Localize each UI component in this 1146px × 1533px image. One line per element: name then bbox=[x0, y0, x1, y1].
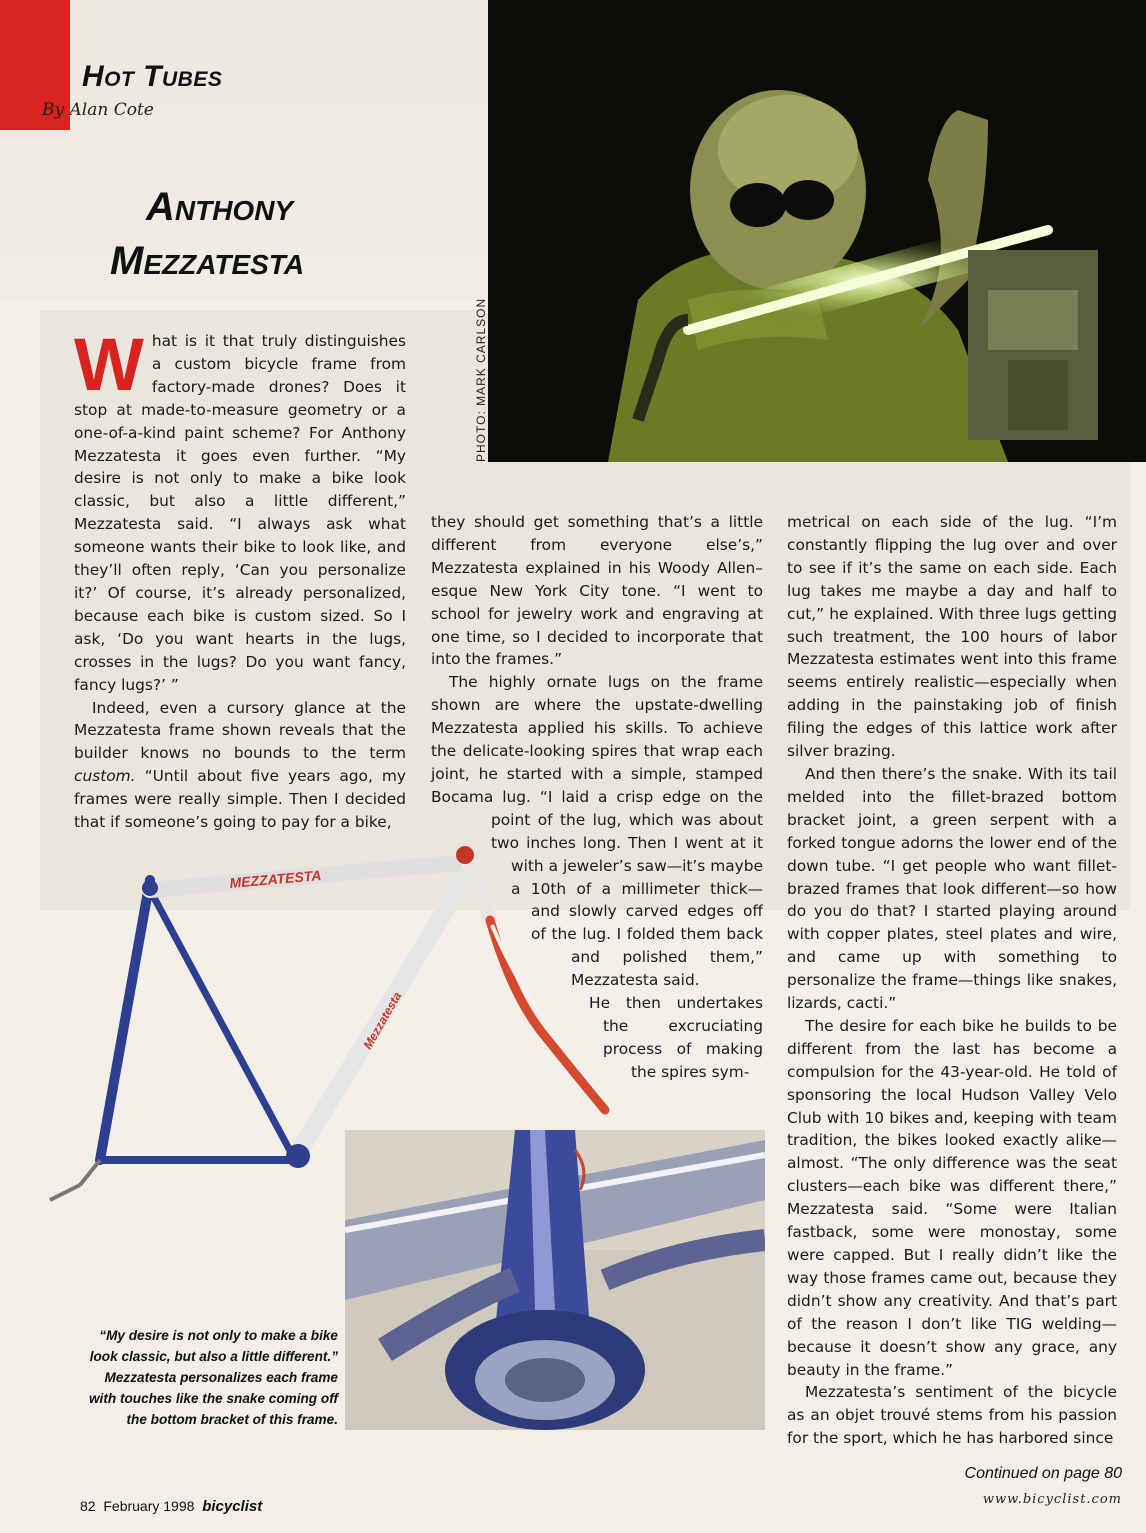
bottom-bracket bbox=[286, 1144, 310, 1168]
emphasis-custom: custom. bbox=[74, 767, 136, 786]
fork-highlight bbox=[492, 925, 545, 1020]
section-kicker: Hot Tubes bbox=[82, 60, 223, 93]
photo-caption: “My desire is not only to make a bike look classic, but also a little different.” Mezzatesta personalizes each frame with touches like the snake coming off the bottom bracket of this frame. bbox=[88, 1328, 338, 1427]
magazine-name: bicyclist bbox=[202, 1498, 263, 1515]
lead-paragraph bbox=[74, 323, 406, 697]
column-2-paragraph-3: He then undertakes the excruciating process of making the spires sym- bbox=[589, 994, 763, 1081]
head-lug bbox=[456, 846, 474, 864]
column-3-paragraph-1: metrical on each side of the lug. “I’m constantly flipping the lug over and over to see if it’s the same on each side. Each lug takes me maybe a day and half to cut,” he explained. With three lugs getting such treatment, the 100 hours of labor Mezzatesta estimates went into this frame seems entirely realistic—especially when adding in the painstaking job of finish filing the edges of this lattice work after silver brazing. bbox=[787, 513, 1117, 761]
column-1-paragraph-2 bbox=[74, 697, 406, 834]
column-2-paragraph-1: they should get something that’s a little different from everyone else’s,” Mezzatesta explained in his Woody Allen–esque New York City tone. “I went to school for jewelry work and engraving at one time, so I decided to incorporate that into the frames.” bbox=[431, 513, 763, 669]
bottom-bracket-detail-photo bbox=[345, 1130, 765, 1430]
seat-stay bbox=[150, 890, 295, 1160]
photo-credit: PHOTO: MARK CARLSON bbox=[474, 297, 488, 462]
down-tube-decal: Mezzatesta bbox=[360, 989, 405, 1052]
page-number: 82 bbox=[80, 1498, 96, 1514]
builder-photo-illustration bbox=[488, 0, 1146, 462]
article-column-3 bbox=[787, 511, 1117, 1450]
lead-paragraph-text: hat is it that truly distinguishes a custom bicycle frame from factory-made drones? Does it stop at made-to-measure geometry or a one-of-a-kind paint scheme? For Anthony Mezzatesta it goes even further. “My desire is not only to make a bike look classic, but also a little different,” Mezzatesta said. “I always ask what someone wants their bike to look like, and they’ll often reply, ‘Can you personalize it?’ Of course, it’s already personalized, because each bike is custom sized. So I ask, ‘Do you want hearts in the lugs, crosses in the lugs? Do you want fancy, fancy lugs?’ ” bbox=[74, 332, 406, 694]
website-url: www.bicyclist.com bbox=[982, 1492, 1122, 1507]
headline-line-2: Mezzatesta bbox=[110, 239, 305, 283]
column-3-paragraph-2: And then there’s the snake. With its tail melded into the fillet-brazed bottom bracket joint, a green serpent with a forked tongue adorns the lower end of the down tube. “I get people who want fillet-brazed frames that look different—so how do you do that? I started playing around with copper plates, steel plates and wire, and came up with something to personalize the frame—things like snakes, lizards, cacti.” bbox=[787, 764, 1117, 1013]
paragraph-text: Indeed, even a cursory glance at the Mezzatesta frame shown reveals that the builder knows no bounds to the term bbox=[74, 698, 406, 763]
column-3-paragraph-4: Mezzatesta’s sentiment of the bicycle as an objet trouvé stems from his passion for the sport, which he has harbored since bbox=[787, 1383, 1117, 1448]
builder-photo bbox=[488, 0, 1146, 462]
article-headline bbox=[110, 180, 440, 288]
continued-jump: Continued on page 80 bbox=[964, 1465, 1122, 1482]
headline-line-1: Anthony bbox=[146, 185, 294, 229]
top-tube-decal: MEZZATESTA bbox=[228, 867, 322, 891]
paragraph-text: “Until about five years ago, my frames were really simple. Then I decided that if someone’s going to pay for a bike, bbox=[74, 767, 406, 832]
dropout bbox=[50, 1160, 100, 1200]
fork bbox=[490, 920, 605, 1110]
seat-lug bbox=[142, 880, 158, 896]
seat-tube bbox=[100, 880, 150, 1160]
byline: By Alan Cote bbox=[42, 100, 154, 120]
issue-date: February 1998 bbox=[103, 1498, 195, 1514]
page-folio bbox=[80, 1498, 262, 1515]
drop-cap: W bbox=[74, 323, 144, 406]
detail-photo-illustration bbox=[345, 1130, 765, 1430]
column-3-paragraph-3: The desire for each bike he builds to be different from the last has become a compulsion for the 43-year-old. He told of sponsoring the local Hudson Valley Velo Club with 10 bikes and, keeping with team tradition, the bikes looked exactly alike—almost. “The only difference was the seat clusters—each bike was different there,” Mezzatesta said. “Some were Italian fastback, some were monostay, some were capped. But I really didn’t like the way those frames came out, because they didn’t show any creativity. And that’s part of the reason I don’t like TIG welding—because it doesn’t show any grace, any beauty in the frame.” bbox=[787, 1016, 1117, 1379]
column-2-paragraph-2: The highly ornate lugs on the frame shown are where the upstate-dwelling Mezzatesta applied his skills. To achieve the delicate-looking spires that wrap each joint, he started with a simple, stamped Bocama lug. “I laid a crisp edge on the point of the lug, which was about two inches long. Then I went at it with a jeweler’s saw—it’s maybe a 10th of a millimeter thick—and slowly carved edges off of the lug. I folded them back and polished them,” Mezzatesta said. bbox=[431, 673, 763, 990]
article-column-1 bbox=[74, 323, 406, 834]
